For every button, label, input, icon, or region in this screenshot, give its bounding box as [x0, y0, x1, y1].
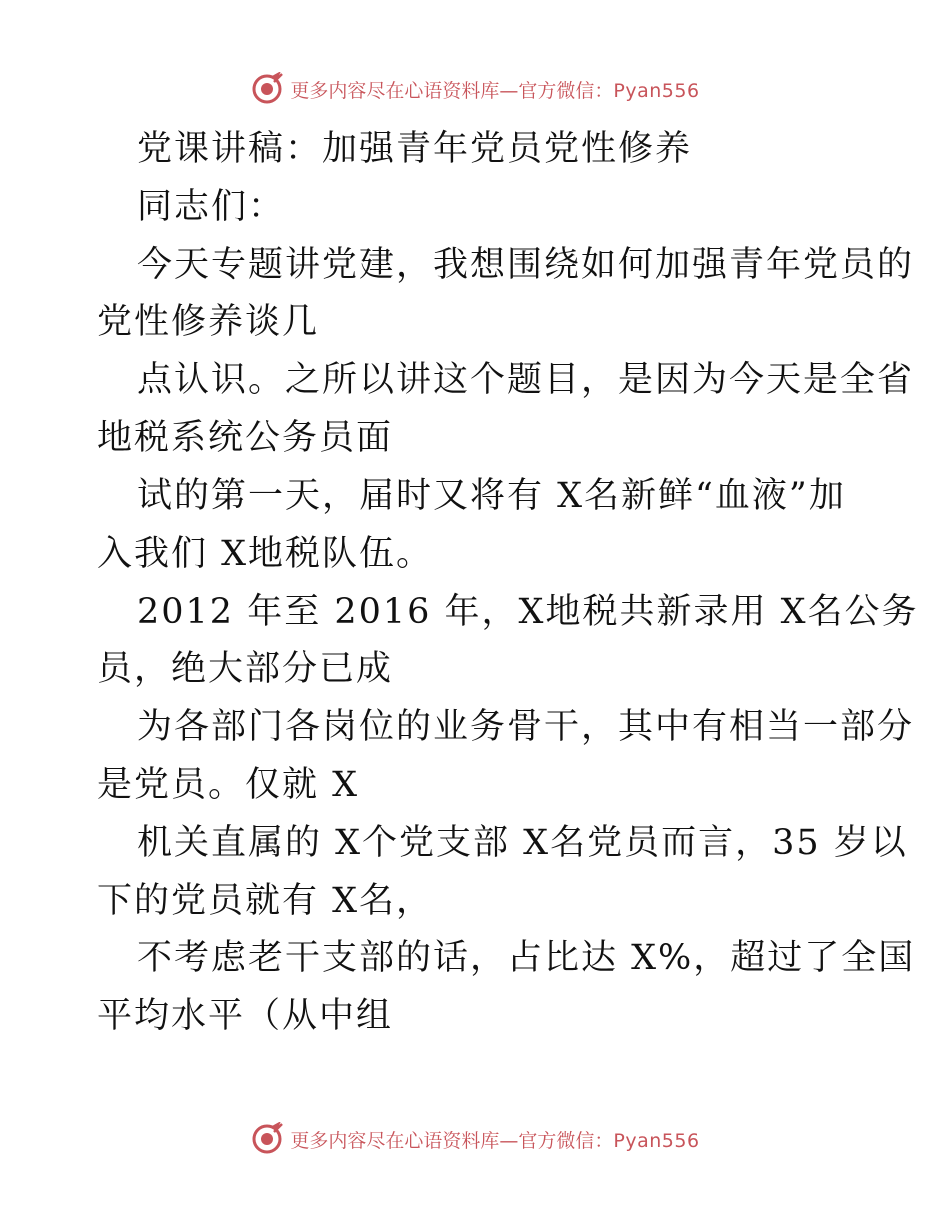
paragraph-line: 同志们： — [137, 187, 286, 227]
paragraph-line: 是党员。仅就 X — [97, 765, 360, 805]
document-title: 党课讲稿：加强青年党员党性修养 — [137, 129, 693, 169]
paragraph-line: 下的党员就有 X名， — [97, 881, 434, 921]
watermark-text: 更多内容尽在心语资料库—官方微信：Pyan556 — [290, 1129, 700, 1152]
paragraph-line: 平均水平（从中组 — [97, 996, 394, 1036]
paragraph-line: 入我们 X地税队伍。 — [97, 534, 434, 574]
paragraph-line: 机关直属的 X个党支部 X名党员而言，35 岁以 — [137, 823, 908, 863]
watermark-bottom — [0, 1122, 950, 1156]
paragraph-line: 不考虑老干支部的话，占比达 X%，超过了全国 — [137, 938, 916, 978]
paragraph-line: 试的第一天，届时又将有 X名新鲜“血液”加 — [137, 476, 846, 516]
paragraph-line: 点认识。之所以讲这个题目，是因为今天是全省 — [137, 360, 915, 400]
watermark-text: 更多内容尽在心语资料库—官方微信：Pyan556 — [290, 79, 700, 102]
paragraph-line: 地税系统公务员面 — [97, 418, 394, 458]
brand-logo-icon — [250, 72, 284, 106]
brand-logo-icon — [250, 1122, 284, 1156]
paragraph-line: 为各部门各岗位的业务骨干，其中有相当一部分 — [137, 707, 915, 747]
paragraph-line: 员，绝大部分已成 — [97, 649, 394, 689]
paragraph-line: 2012 年至 2016 年，X地税共新录用 X名公务 — [137, 592, 919, 632]
paragraph-line: 今天专题讲党建，我想围绕如何加强青年党员的 — [137, 245, 915, 285]
watermark-top — [0, 72, 950, 106]
paragraph-line: 党性修养谈几 — [97, 302, 320, 342]
